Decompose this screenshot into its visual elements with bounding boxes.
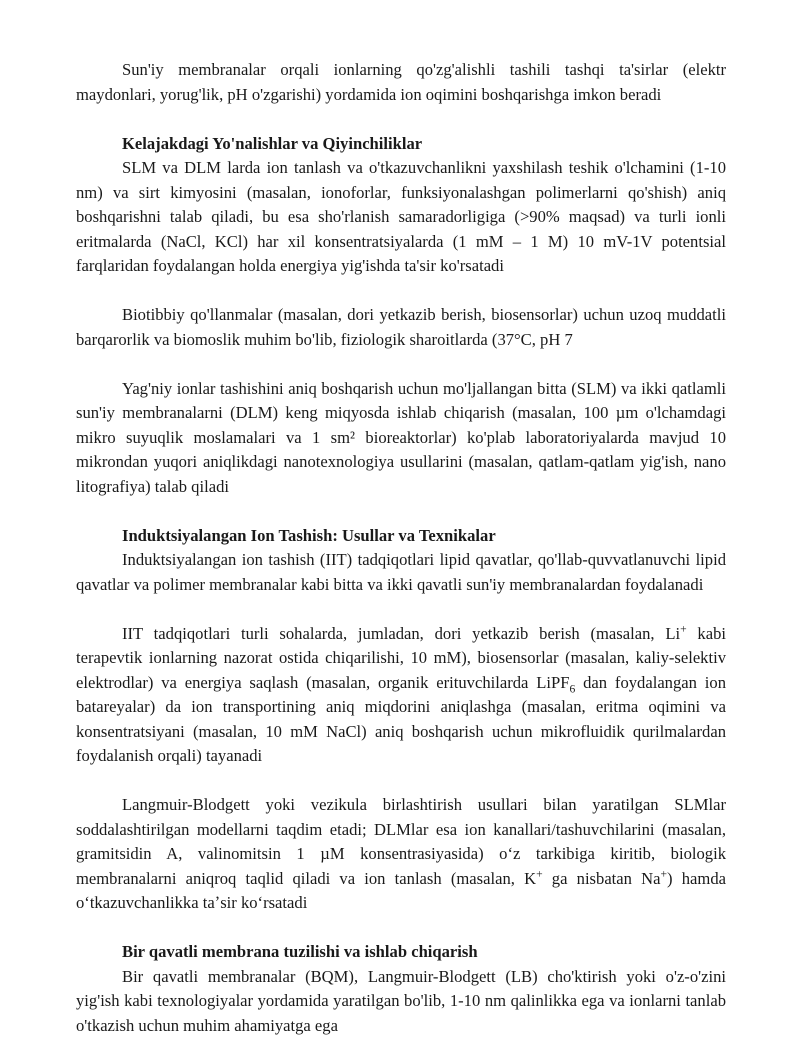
text-run: Langmuir-Blodgett yoki vezikula birlashtirish usullari bilan yaratilgan SLMlar soddalashtirilgan modellarni taqdim etadi; DLMlar esa ion kanallari/tashuvchilarini (masalan, gramitsidin A, valinomitsin 1 µM konsentrasiyasida) oʻz tarkibiga kiritib, biologik membranalarni aniqroq taqlid qiladi va ion tanlash (masalan, K — [76, 795, 726, 888]
paragraph-scale-production: Yag'niy ionlar tashishini aniq boshqarish uchun mo'ljallangan bitta (SLM) va ikki qatlamli sun'iy membranalarni (DLM) keng miqyosda ishlab chiqarish (masalan, 100 µm o'lchamdagi mikro suyuqlik moslamalari va 1 sm² bioreaktorlar) ko'plab laboratoriyalarda mavjud 10 mikrondan yuqori aniqlikdagi nanotexnologiya usullarini (masalan, qatlam-qatlam yig'ish, nano litografiya) talab qiladi — [76, 378, 726, 496]
text-run: ) hamda oʻtkazuvchanlikka taʼsir koʻrsatadi — [76, 868, 726, 912]
text-run: IIT tadqiqotlari turli sohalarda, jumladan, dori yetkazib berish (masalan, Li — [122, 623, 681, 643]
text-run: ga nisbatan Na — [542, 868, 661, 888]
subscript: 6 — [569, 681, 576, 695]
paragraph-intro: Sun'iy membranalar orqali ionlarning qo'zg'alishli tashili tashqi ta'sirlar (elektr maydonlari, yorug'lik, pH o'zgarishi) yordamida ion oqimini boshqarishga imkon beradi — [76, 60, 726, 104]
text-run: dan foydalangan ion batareyalar) da ion transportining aniq miqdorini aniqlashga (masalan, eritma oqimini va konsentratsiyani (masalan, 10 mM NaCl) aniq boshqarish uchun mikrofluidik qurilmalardan foydalanish orqali) tayanadi — [76, 672, 726, 765]
section-heading-induced-transport: Induktsiyalangan Ion Tashish: Usullar va Texnikalar — [122, 525, 496, 545]
superscript: + — [660, 866, 668, 880]
paragraph-monolayer: Bir qavatli membranalar (BQM), Langmuir-Blodgett (LB) cho'ktirish yoki o'z-o'zini yig'ish kabi texnologiyalar yordamida yaratilgan bo'lib, 1-10 nm qalinlikka ega va ionlarni tanlab o'tkazish uchun muhim ahamiyatga ega — [76, 966, 726, 1035]
paragraph-slm-dlm-selectivity: SLM va DLM larda ion tanlash va o'tkazuvchanlikni yaxshilash teshik o'lchamini (1-10 nm) va sirt kimyosini (masalan, ionoforlar, funksiyonalashgan polimerlarni qo'shish) aniq boshqarishni talab qiladi, bu esa sho'rlanish samaradorligiga (>90% maqsad) va turli ionli eritmalarda (NaCl, KCl) har xil konsentratsiyalarda (1 mM – 1 M) 10 mV-1V potentsial farqlaridan foydalangan holda energiya yig'ishda ta'sir ko'rsatadi — [76, 158, 726, 275]
paragraph-biomedical: Biotibbiy qo'llanmalar (masalan, dori yetkazib berish, biosensorlar) uchun uzoq muddatli barqarorlik va biomoslik muhim bo'lib, fiziologik sharoitlarda (37°C, pH 7 — [76, 305, 726, 349]
superscript: + — [536, 866, 543, 880]
section-heading-future: Kelajakdagi Yo'nalishlar va Qiyinchiliklar — [122, 133, 423, 153]
paragraph-iit-membranes: Induktsiyalangan ion tashish (IIT) tadqiqotlari lipid qavatlar, qo'llab-quvvatlanuvchi lipid qavatlar va polimer membranalar kabi bitta va ikki qavatli sun'iy membranalardan foydalanadi — [76, 550, 726, 594]
text-run: kabi terapevtik ionlarning nazorat ostida chiqarilishi, 10 mM), biosensorlar (masalan, kaliy-selektiv elektrodlar) va energiya saqlash (masalan, organik erituvchilarda LiPF — [76, 623, 727, 692]
section-heading-monolayer: Bir qavatli membrana tuzilishi va ishlab chiqarish — [122, 942, 478, 961]
paragraph-iit-applications — [76, 622, 726, 769]
paragraph-langmuir-blodgett — [76, 793, 726, 916]
superscript: + — [680, 621, 687, 635]
document-page — [76, 58, 726, 1063]
